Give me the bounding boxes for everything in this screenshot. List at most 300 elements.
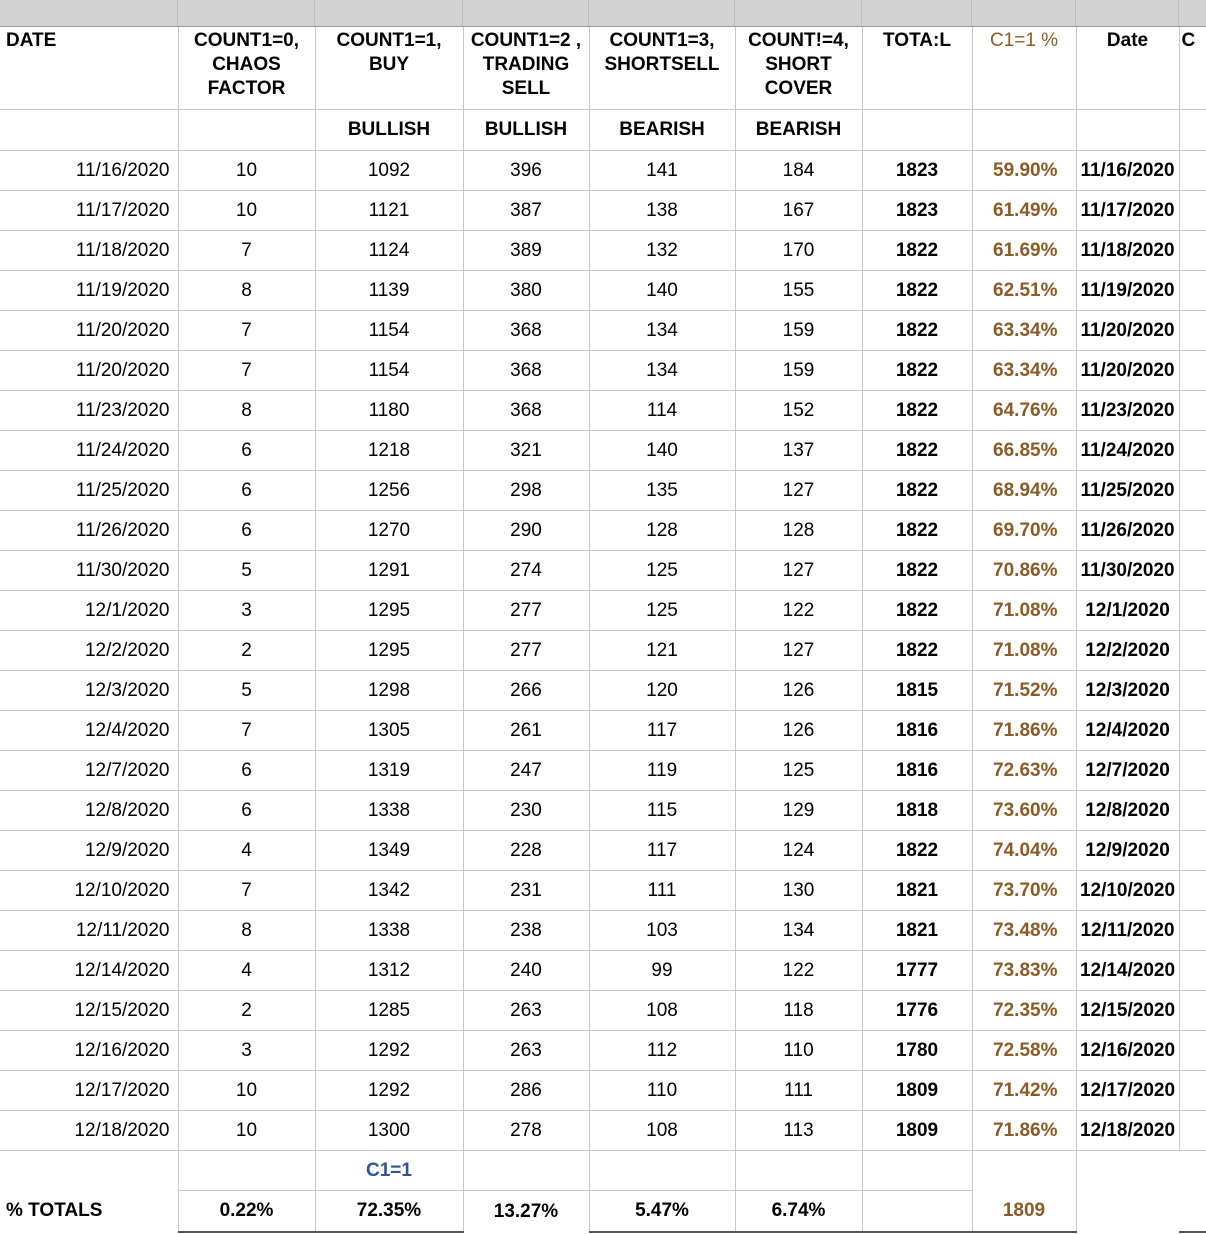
row-count0[interactable]: 6 (178, 511, 315, 551)
row-count0[interactable]: 10 (178, 151, 315, 191)
row-count3[interactable]: 117 (589, 831, 735, 871)
row-count0[interactable]: 3 (178, 1031, 315, 1071)
row-date2[interactable]: 12/4/2020 (1076, 711, 1179, 751)
row-count1[interactable]: 1295 (315, 591, 463, 631)
row-count1[interactable]: 1124 (315, 231, 463, 271)
row-total[interactable]: 1809 (862, 1071, 972, 1111)
row-extra[interactable] (1179, 351, 1206, 391)
row-count4[interactable]: 152 (735, 391, 862, 431)
row-date2[interactable]: 11/18/2020 (1076, 231, 1179, 271)
row-count3[interactable]: 112 (589, 1031, 735, 1071)
row-count0[interactable]: 8 (178, 271, 315, 311)
row-count2[interactable]: 230 (463, 791, 589, 831)
row-date[interactable]: 12/7/2020 (0, 751, 178, 791)
totals-c2[interactable]: 13.27% (463, 1191, 589, 1233)
row-pct[interactable]: 64.76% (972, 391, 1076, 431)
row-date2[interactable]: 11/25/2020 (1076, 471, 1179, 511)
row-count2[interactable]: 321 (463, 431, 589, 471)
row-count4[interactable]: 129 (735, 791, 862, 831)
row-count1[interactable]: 1256 (315, 471, 463, 511)
row-count3[interactable]: 141 (589, 151, 735, 191)
row-pct[interactable]: 66.85% (972, 431, 1076, 471)
row-extra[interactable] (1179, 991, 1206, 1031)
row-count0[interactable]: 2 (178, 991, 315, 1031)
row-count1[interactable]: 1298 (315, 671, 463, 711)
header-count0[interactable]: COUNT1=0, CHAOS FACTOR (178, 27, 315, 110)
row-date[interactable]: 11/20/2020 (0, 311, 178, 351)
row-count2[interactable]: 238 (463, 911, 589, 951)
row-total[interactable]: 1822 (862, 831, 972, 871)
row-extra[interactable] (1179, 551, 1206, 591)
row-count3[interactable]: 103 (589, 911, 735, 951)
row-count3[interactable]: 121 (589, 631, 735, 671)
row-date2[interactable]: 12/3/2020 (1076, 671, 1179, 711)
subheader-c4[interactable]: BEARISH (735, 110, 862, 151)
row-count3[interactable]: 140 (589, 431, 735, 471)
row-total[interactable]: 1822 (862, 551, 972, 591)
row-pct[interactable]: 73.60% (972, 791, 1076, 831)
row-count2[interactable]: 277 (463, 631, 589, 671)
empty-cell[interactable] (463, 1151, 589, 1191)
row-count3[interactable]: 120 (589, 671, 735, 711)
row-count1[interactable]: 1121 (315, 191, 463, 231)
row-date2[interactable]: 11/23/2020 (1076, 391, 1179, 431)
row-extra[interactable] (1179, 711, 1206, 751)
header-extra[interactable]: C (1179, 27, 1206, 110)
row-date[interactable]: 12/15/2020 (0, 991, 178, 1031)
row-count3[interactable]: 135 (589, 471, 735, 511)
c1-label[interactable]: C1=1 (315, 1151, 463, 1191)
row-count1[interactable]: 1154 (315, 311, 463, 351)
row-date[interactable]: 12/1/2020 (0, 591, 178, 631)
row-date[interactable]: 11/25/2020 (0, 471, 178, 511)
row-count2[interactable]: 387 (463, 191, 589, 231)
row-pct[interactable]: 69.70% (972, 511, 1076, 551)
row-total[interactable]: 1815 (862, 671, 972, 711)
totals-pct[interactable]: 1809 (972, 1191, 1076, 1233)
row-pct[interactable]: 63.34% (972, 351, 1076, 391)
row-count2[interactable]: 247 (463, 751, 589, 791)
row-count0[interactable]: 6 (178, 791, 315, 831)
subheader-cell[interactable] (862, 110, 972, 151)
row-count0[interactable]: 7 (178, 351, 315, 391)
row-extra[interactable] (1179, 151, 1206, 191)
row-pct[interactable]: 71.42% (972, 1071, 1076, 1111)
row-pct[interactable]: 73.48% (972, 911, 1076, 951)
row-count1[interactable]: 1319 (315, 751, 463, 791)
row-date2[interactable]: 12/11/2020 (1076, 911, 1179, 951)
row-count2[interactable]: 228 (463, 831, 589, 871)
row-date[interactable]: 11/23/2020 (0, 391, 178, 431)
row-date2[interactable]: 12/8/2020 (1076, 791, 1179, 831)
header-total[interactable]: TOTA:L (862, 27, 972, 110)
row-count0[interactable]: 6 (178, 431, 315, 471)
row-date2[interactable]: 12/7/2020 (1076, 751, 1179, 791)
row-date2[interactable]: 12/1/2020 (1076, 591, 1179, 631)
row-count1[interactable]: 1285 (315, 991, 463, 1031)
row-date[interactable]: 12/18/2020 (0, 1111, 178, 1151)
row-count3[interactable]: 110 (589, 1071, 735, 1111)
row-total[interactable]: 1818 (862, 791, 972, 831)
row-total[interactable]: 1822 (862, 431, 972, 471)
row-count3[interactable]: 134 (589, 351, 735, 391)
row-count3[interactable]: 108 (589, 1111, 735, 1151)
row-count1[interactable]: 1312 (315, 951, 463, 991)
row-date[interactable]: 11/24/2020 (0, 431, 178, 471)
header-count4[interactable]: COUNT!=4, SHORT COVER (735, 27, 862, 110)
row-date2[interactable]: 12/18/2020 (1076, 1111, 1179, 1151)
row-count0[interactable]: 4 (178, 951, 315, 991)
row-count2[interactable]: 261 (463, 711, 589, 751)
row-count4[interactable]: 111 (735, 1071, 862, 1111)
row-total[interactable]: 1821 (862, 911, 972, 951)
empty-cell[interactable] (178, 1151, 315, 1191)
row-count1[interactable]: 1180 (315, 391, 463, 431)
row-extra[interactable] (1179, 951, 1206, 991)
row-pct[interactable]: 71.86% (972, 711, 1076, 751)
row-count2[interactable]: 368 (463, 351, 589, 391)
row-total[interactable]: 1777 (862, 951, 972, 991)
row-count1[interactable]: 1292 (315, 1071, 463, 1111)
row-count3[interactable]: 99 (589, 951, 735, 991)
row-count1[interactable]: 1139 (315, 271, 463, 311)
subheader-c1[interactable]: BULLISH (315, 110, 463, 151)
table-row (0, 511, 1206, 551)
row-count4[interactable]: 125 (735, 751, 862, 791)
totals-c4[interactable]: 6.74% (735, 1191, 862, 1233)
row-count4[interactable]: 170 (735, 231, 862, 271)
row-count0[interactable]: 8 (178, 911, 315, 951)
totals-total[interactable] (862, 1191, 972, 1233)
row-count4[interactable]: 127 (735, 631, 862, 671)
row-count2[interactable]: 286 (463, 1071, 589, 1111)
row-count2[interactable]: 389 (463, 231, 589, 271)
row-count3[interactable]: 108 (589, 991, 735, 1031)
row-pct[interactable]: 71.08% (972, 631, 1076, 671)
row-count0[interactable]: 2 (178, 631, 315, 671)
row-count0[interactable]: 10 (178, 191, 315, 231)
row-count4[interactable]: 128 (735, 511, 862, 551)
row-date2[interactable]: 12/15/2020 (1076, 991, 1179, 1031)
row-pct[interactable]: 72.58% (972, 1031, 1076, 1071)
row-count3[interactable]: 119 (589, 751, 735, 791)
row-count1[interactable]: 1342 (315, 871, 463, 911)
header-date[interactable]: DATE (0, 27, 178, 110)
subheader-cell[interactable] (972, 110, 1076, 151)
row-extra[interactable] (1179, 871, 1206, 911)
row-count3[interactable]: 134 (589, 311, 735, 351)
empty-cell[interactable] (1179, 1191, 1206, 1233)
row-count4[interactable]: 110 (735, 1031, 862, 1071)
row-date[interactable]: 12/16/2020 (0, 1031, 178, 1071)
row-count0[interactable]: 7 (178, 711, 315, 751)
row-count3[interactable]: 114 (589, 391, 735, 431)
row-date[interactable]: 12/9/2020 (0, 831, 178, 871)
subheader-c3[interactable]: BEARISH (589, 110, 735, 151)
row-count4[interactable]: 122 (735, 951, 862, 991)
row-extra[interactable] (1179, 271, 1206, 311)
row-count2[interactable]: 274 (463, 551, 589, 591)
row-count0[interactable]: 5 (178, 671, 315, 711)
row-date2[interactable]: 12/17/2020 (1076, 1071, 1179, 1111)
row-count3[interactable]: 117 (589, 711, 735, 751)
row-total[interactable]: 1776 (862, 991, 972, 1031)
row-date[interactable]: 12/10/2020 (0, 871, 178, 911)
row-date[interactable]: 12/4/2020 (0, 711, 178, 751)
row-count0[interactable]: 3 (178, 591, 315, 631)
row-total[interactable]: 1816 (862, 751, 972, 791)
row-count2[interactable]: 298 (463, 471, 589, 511)
row-total[interactable]: 1821 (862, 871, 972, 911)
row-count2[interactable]: 277 (463, 591, 589, 631)
row-extra[interactable] (1179, 1071, 1206, 1111)
table-row (0, 271, 1206, 311)
row-pct[interactable]: 61.49% (972, 191, 1076, 231)
row-pct[interactable]: 73.70% (972, 871, 1076, 911)
row-date[interactable]: 11/17/2020 (0, 191, 178, 231)
column-divider (1075, 0, 1076, 26)
row-count2[interactable]: 368 (463, 311, 589, 351)
empty-cell[interactable] (1179, 1151, 1206, 1191)
row-count0[interactable]: 5 (178, 551, 315, 591)
row-extra[interactable] (1179, 391, 1206, 431)
empty-cell[interactable] (1076, 1191, 1179, 1233)
row-count0[interactable]: 8 (178, 391, 315, 431)
row-date[interactable]: 12/17/2020 (0, 1071, 178, 1111)
empty-cell[interactable] (862, 1151, 972, 1191)
row-count0[interactable]: 7 (178, 231, 315, 271)
row-date[interactable]: 12/2/2020 (0, 631, 178, 671)
row-date[interactable]: 12/11/2020 (0, 911, 178, 951)
empty-cell[interactable] (0, 1151, 178, 1191)
row-extra[interactable] (1179, 631, 1206, 671)
row-count3[interactable]: 128 (589, 511, 735, 551)
row-total[interactable]: 1822 (862, 311, 972, 351)
row-extra[interactable] (1179, 751, 1206, 791)
row-total[interactable]: 1816 (862, 711, 972, 751)
row-total[interactable]: 1823 (862, 191, 972, 231)
header-count2[interactable]: COUNT1=2 , TRADING SELL (463, 27, 589, 110)
row-count4[interactable]: 159 (735, 311, 862, 351)
empty-cell[interactable] (589, 1151, 735, 1191)
row-date[interactable]: 11/18/2020 (0, 231, 178, 271)
row-count0[interactable]: 6 (178, 751, 315, 791)
totals-c3[interactable]: 5.47% (589, 1191, 735, 1233)
row-count4[interactable]: 184 (735, 151, 862, 191)
row-total[interactable]: 1780 (862, 1031, 972, 1071)
row-count1[interactable]: 1291 (315, 551, 463, 591)
row-extra[interactable] (1179, 791, 1206, 831)
row-count0[interactable]: 10 (178, 1071, 315, 1111)
row-extra[interactable] (1179, 831, 1206, 871)
row-count0[interactable]: 4 (178, 831, 315, 871)
row-date[interactable]: 11/20/2020 (0, 351, 178, 391)
row-count1[interactable]: 1292 (315, 1031, 463, 1071)
row-pct[interactable]: 74.04% (972, 831, 1076, 871)
row-count3[interactable]: 138 (589, 191, 735, 231)
row-pct[interactable]: 70.86% (972, 551, 1076, 591)
row-count2[interactable]: 263 (463, 1031, 589, 1071)
row-date2[interactable]: 12/14/2020 (1076, 951, 1179, 991)
row-count4[interactable]: 126 (735, 711, 862, 751)
row-total[interactable]: 1822 (862, 391, 972, 431)
row-pct[interactable]: 71.86% (972, 1111, 1076, 1151)
row-count1[interactable]: 1300 (315, 1111, 463, 1151)
column-divider (734, 0, 735, 26)
row-date[interactable]: 11/19/2020 (0, 271, 178, 311)
row-count1[interactable]: 1218 (315, 431, 463, 471)
row-count4[interactable]: 134 (735, 911, 862, 951)
totals-c0[interactable]: 0.22% (178, 1191, 315, 1233)
row-extra[interactable] (1179, 1111, 1206, 1151)
row-count4[interactable]: 155 (735, 271, 862, 311)
row-date2[interactable]: 11/24/2020 (1076, 431, 1179, 471)
row-count0[interactable]: 10 (178, 1111, 315, 1151)
row-count4[interactable]: 113 (735, 1111, 862, 1151)
subheader-cell[interactable] (0, 110, 178, 151)
row-total[interactable]: 1822 (862, 231, 972, 271)
row-extra[interactable] (1179, 1031, 1206, 1071)
row-extra[interactable] (1179, 471, 1206, 511)
row-count2[interactable]: 231 (463, 871, 589, 911)
row-pct[interactable]: 63.34% (972, 311, 1076, 351)
row-count2[interactable]: 396 (463, 151, 589, 191)
row-date[interactable]: 11/30/2020 (0, 551, 178, 591)
table-row (0, 391, 1206, 431)
row-total[interactable]: 1822 (862, 271, 972, 311)
row-date[interactable]: 12/14/2020 (0, 951, 178, 991)
row-count2[interactable]: 368 (463, 391, 589, 431)
subheader-cell[interactable] (1076, 110, 1179, 151)
row-total[interactable]: 1822 (862, 631, 972, 671)
header-date2[interactable]: Date (1076, 27, 1179, 110)
row-extra[interactable] (1179, 431, 1206, 471)
row-pct[interactable]: 73.83% (972, 951, 1076, 991)
row-count0[interactable]: 7 (178, 311, 315, 351)
row-date2[interactable]: 11/30/2020 (1076, 551, 1179, 591)
row-count3[interactable]: 125 (589, 551, 735, 591)
row-extra[interactable] (1179, 671, 1206, 711)
row-total[interactable]: 1823 (862, 151, 972, 191)
totals-c1[interactable]: 72.35% (315, 1191, 463, 1233)
row-pct[interactable]: 71.52% (972, 671, 1076, 711)
row-pct[interactable]: 72.63% (972, 751, 1076, 791)
row-extra[interactable] (1179, 511, 1206, 551)
row-total[interactable]: 1809 (862, 1111, 972, 1151)
row-count4[interactable]: 127 (735, 471, 862, 511)
row-count3[interactable]: 125 (589, 591, 735, 631)
row-count4[interactable]: 167 (735, 191, 862, 231)
row-count2[interactable]: 290 (463, 511, 589, 551)
empty-cell[interactable] (972, 1151, 1076, 1191)
row-count1[interactable]: 1270 (315, 511, 463, 551)
empty-cell[interactable] (1076, 1151, 1179, 1191)
row-count4[interactable]: 159 (735, 351, 862, 391)
table-row (0, 671, 1206, 711)
row-count1[interactable]: 1092 (315, 151, 463, 191)
row-count2[interactable]: 380 (463, 271, 589, 311)
header-pct[interactable]: C1=1 % (972, 27, 1076, 110)
row-count1[interactable]: 1295 (315, 631, 463, 671)
row-pct[interactable]: 61.69% (972, 231, 1076, 271)
row-count3[interactable]: 111 (589, 871, 735, 911)
row-count3[interactable]: 115 (589, 791, 735, 831)
row-extra[interactable] (1179, 231, 1206, 271)
row-count1[interactable]: 1154 (315, 351, 463, 391)
row-date2[interactable]: 11/17/2020 (1076, 191, 1179, 231)
row-count1[interactable]: 1338 (315, 911, 463, 951)
row-count3[interactable]: 132 (589, 231, 735, 271)
row-total[interactable]: 1822 (862, 471, 972, 511)
row-count1[interactable]: 1349 (315, 831, 463, 871)
row-date2[interactable]: 12/2/2020 (1076, 631, 1179, 671)
row-count4[interactable]: 118 (735, 991, 862, 1031)
subheader-c2[interactable]: BULLISH (463, 110, 589, 151)
row-count2[interactable]: 240 (463, 951, 589, 991)
row-date[interactable]: 12/8/2020 (0, 791, 178, 831)
row-count4[interactable]: 122 (735, 591, 862, 631)
table-row (0, 631, 1206, 671)
header-count1[interactable]: COUNT1=1, BUY (315, 27, 463, 110)
row-date[interactable]: 12/3/2020 (0, 671, 178, 711)
row-count2[interactable]: 266 (463, 671, 589, 711)
row-count2[interactable]: 263 (463, 991, 589, 1031)
row-count1[interactable]: 1338 (315, 791, 463, 831)
row-date2[interactable]: 11/26/2020 (1076, 511, 1179, 551)
row-date[interactable]: 11/26/2020 (0, 511, 178, 551)
row-count1[interactable]: 1305 (315, 711, 463, 751)
row-count4[interactable]: 126 (735, 671, 862, 711)
row-extra[interactable] (1179, 911, 1206, 951)
row-pct[interactable]: 68.94% (972, 471, 1076, 511)
row-count4[interactable]: 137 (735, 431, 862, 471)
row-total[interactable]: 1822 (862, 591, 972, 631)
row-total[interactable]: 1822 (862, 351, 972, 391)
subheader-row (0, 110, 1206, 151)
row-date[interactable]: 11/16/2020 (0, 151, 178, 191)
table-row (0, 431, 1206, 471)
row-count0[interactable]: 6 (178, 471, 315, 511)
row-pct[interactable]: 72.35% (972, 991, 1076, 1031)
subheader-cell[interactable] (1179, 110, 1206, 151)
row-date2[interactable]: 12/10/2020 (1076, 871, 1179, 911)
row-count4[interactable]: 127 (735, 551, 862, 591)
row-extra[interactable] (1179, 591, 1206, 631)
row-pct[interactable]: 62.51% (972, 271, 1076, 311)
header-count3[interactable]: COUNT1=3, SHORTSELL (589, 27, 735, 110)
row-date2[interactable]: 11/19/2020 (1076, 271, 1179, 311)
row-date2[interactable]: 11/20/2020 (1076, 351, 1179, 391)
row-date2[interactable]: 11/16/2020 (1076, 151, 1179, 191)
row-total[interactable]: 1822 (862, 511, 972, 551)
row-extra[interactable] (1179, 191, 1206, 231)
row-count2[interactable]: 278 (463, 1111, 589, 1151)
subheader-cell[interactable] (178, 110, 315, 151)
row-count4[interactable]: 130 (735, 871, 862, 911)
row-date2[interactable]: 12/9/2020 (1076, 831, 1179, 871)
row-count3[interactable]: 140 (589, 271, 735, 311)
row-date2[interactable]: 11/20/2020 (1076, 311, 1179, 351)
totals-row (0, 1191, 1206, 1233)
row-date2[interactable]: 12/16/2020 (1076, 1031, 1179, 1071)
row-count4[interactable]: 124 (735, 831, 862, 871)
row-count0[interactable]: 7 (178, 871, 315, 911)
row-extra[interactable] (1179, 311, 1206, 351)
empty-cell[interactable] (735, 1151, 862, 1191)
row-pct[interactable]: 71.08% (972, 591, 1076, 631)
row-pct[interactable]: 59.90% (972, 151, 1076, 191)
totals-label[interactable]: % TOTALS (0, 1191, 178, 1233)
